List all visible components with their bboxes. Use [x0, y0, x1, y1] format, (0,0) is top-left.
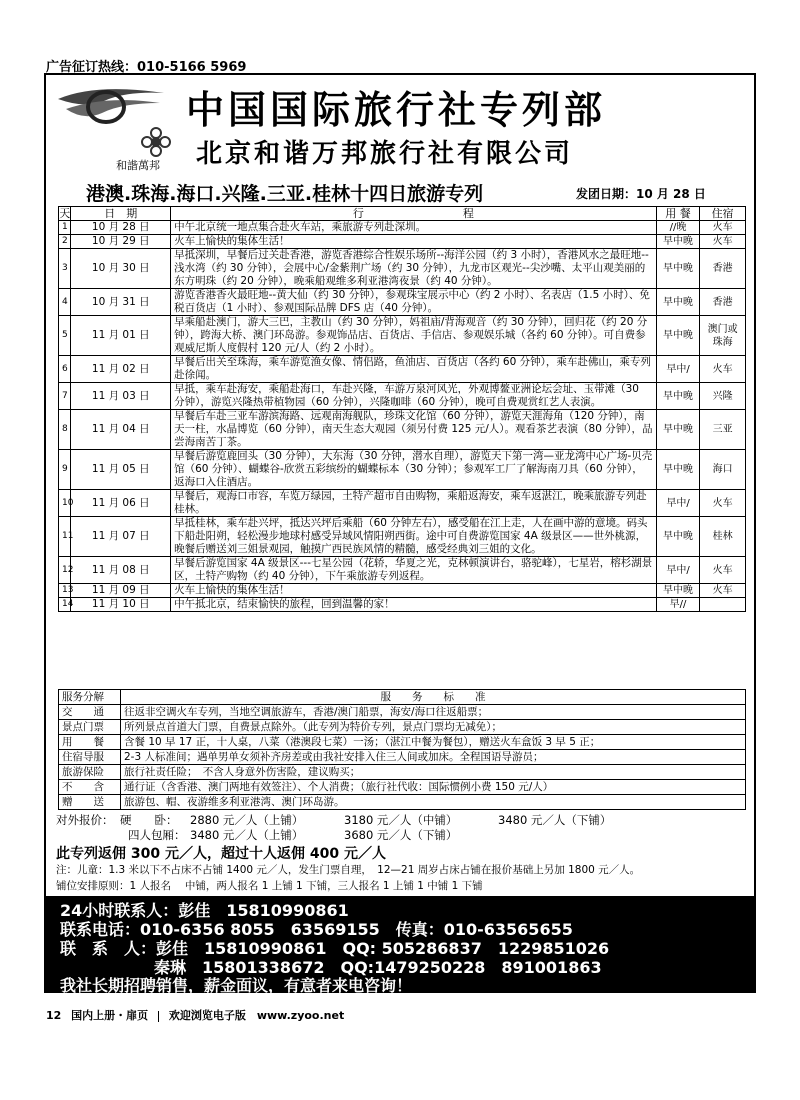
- itinerary-date: 10 月 29 日: [71, 235, 171, 249]
- itinerary-lodging: 火车: [700, 235, 746, 249]
- section-name: 国内上册・扉页: [71, 1009, 149, 1022]
- itinerary-lodging: [700, 598, 746, 612]
- footer-divider: [158, 1011, 159, 1022]
- services-header-standard: 服 务 标 准: [121, 690, 746, 705]
- itinerary-day: 2: [59, 235, 71, 249]
- services-header-label: 服务分解: [59, 690, 121, 705]
- service-text: 所列景点首道大门票，自费景点除外。（此专列为特价专列，景点门票均无减免）；: [121, 720, 746, 735]
- itinerary-lodging: 火车: [700, 557, 746, 584]
- logo-caption: 和諧萬邦: [116, 159, 160, 172]
- header-day: 天: [59, 207, 71, 220]
- service-row: [59, 765, 746, 780]
- service-row: [59, 750, 746, 765]
- itinerary-day: 14: [59, 598, 71, 612]
- itinerary-row: [59, 584, 746, 598]
- itinerary-row: [59, 383, 746, 410]
- itinerary-program: 火车上愉快的集体生活！: [171, 235, 657, 249]
- itinerary-lodging: 香港: [700, 249, 746, 289]
- itinerary-day: 7: [59, 383, 71, 410]
- itinerary-lodging: 火车: [700, 356, 746, 383]
- itinerary-row: [59, 410, 746, 450]
- departure-date: 发团日期：10 月 28 日: [576, 187, 706, 201]
- itinerary-day: 1: [59, 221, 71, 235]
- itinerary-meals: 早中晚: [656, 410, 700, 450]
- itinerary-date: 11 月 05 日: [71, 450, 171, 490]
- itinerary-meals: 早中/: [656, 490, 700, 517]
- site-link[interactable]: 欢迎浏览电子版 www.zyoo.net: [168, 1009, 345, 1022]
- price-label: 对外报价：: [56, 813, 114, 827]
- cits-wing-logo-icon: [56, 81, 166, 129]
- itinerary-program: 中午抵北京，结束愉快的旅程，回到温馨的家！: [171, 598, 657, 612]
- header-program: 行 程: [171, 207, 657, 221]
- service-row: [59, 795, 746, 810]
- service-text: 2-3 人标准间；遇单男单女须补齐房差或由我社安排入住三人间或加床。全程国语导游员；: [121, 750, 746, 765]
- itinerary-row: [59, 517, 746, 557]
- header: [46, 75, 754, 177]
- itinerary-meals: 早中晚: [656, 235, 700, 249]
- itinerary-meals: 早中晚: [656, 584, 700, 598]
- itinerary-program: 早抵，乘车赴海安，乘船赴海口，车赴兴隆，车游万泉河风光，外观博鳌亚洲论坛会址、玉带滩（30 分钟），游览兴隆热带植物园（60 分钟），兴隆咖啡（60 分钟），晚可自费观赏红艺人表演。: [171, 383, 657, 410]
- services-table: [58, 689, 746, 810]
- itinerary-meals: 早中晚: [656, 450, 700, 490]
- service-row: [59, 720, 746, 735]
- header-lodging: 住宿: [700, 207, 746, 221]
- header-date: 日 期: [71, 207, 171, 221]
- contact-phone: 联系电话：010-6356 8055 63569155 传真：010-63565655: [60, 920, 573, 939]
- itinerary-date: 11 月 09 日: [71, 584, 171, 598]
- itinerary-program: 早餐后，观海口市容，车览万绿园，土特产超市自由购物，乘船返海安，乘车返湛江，晚乘旅游专列赴桂林。: [171, 490, 657, 517]
- company-title: 北京和谐万邦旅行社有限公司: [196, 139, 574, 169]
- children-note: 注：儿童：1.3 米以下不占床不占铺 1400 元／人，发生门票自理， 12—21 周岁占床占铺在报价基础上另加 1800 元／人。: [56, 864, 641, 876]
- itinerary-header-row: [59, 207, 746, 221]
- service-label: 景点门票: [59, 720, 121, 735]
- service-label: 住宿导服: [59, 750, 121, 765]
- contact-person-2: 秦琳 15801338672 QQ:1479250228 891001863: [154, 958, 602, 977]
- header-meals: 用 餐: [656, 207, 700, 221]
- itinerary-row: [59, 598, 746, 612]
- itinerary-program: 早乘船赴澳门，游大三巴，主教山（约 30 分钟），妈祖庙/背海观音（约 30 分钟），回归花（约 20 分钟），跨海大桥、澳门环岛游。参观饰品店、百货店、手信店、参观娱乐城（各约 60 分钟）。可自费参观威尼斯人度假村 120 元/人（约 2 小时）。: [171, 316, 657, 356]
- itinerary-lodging: 火车: [700, 490, 746, 517]
- itinerary-program: 早餐后车赴三亚车游滨海路、远观南海舰队，珍珠文化馆（60 分钟），游览天涯海角（120 分钟），南天一柱，水晶博览（60 分钟），南天生态大观园（须另付费 125 元/人）。观看茶艺表演（80 分钟），品尝海南苦丁茶。: [171, 410, 657, 450]
- recruit-text: 我社长期招聘销售，薪金面议，有意者来电咨询！: [60, 976, 413, 995]
- itinerary-meals: 早中晚: [656, 517, 700, 557]
- itinerary-day: 12: [59, 557, 71, 584]
- itinerary-date: 11 月 03 日: [71, 383, 171, 410]
- soft-compartment-label: 四人包厢：: [128, 828, 186, 842]
- itinerary-meals: 早中晚: [656, 383, 700, 410]
- itinerary-row: [59, 289, 746, 316]
- itinerary-day: 13: [59, 584, 71, 598]
- service-row: [59, 735, 746, 750]
- itinerary-lodging: 火车: [700, 584, 746, 598]
- itinerary-date: 11 月 02 日: [71, 356, 171, 383]
- itinerary-date: 11 月 01 日: [71, 316, 171, 356]
- itinerary-program: 早抵桂林，乘车赴兴坪，抵达兴坪后乘船（60 分钟左右），感受船在江上走，人在画中游的意境。码头下船赴阳朔，轻松漫步地球村感受异域风情阳朔西街。途中可自费游览国家 4A 级景区——世外桃源，晚餐后赠送刘三姐景观园，触摸广西民族风情的精髓，感受经典刘三姐的文化。: [171, 517, 657, 557]
- itinerary-date: 11 月 10 日: [71, 598, 171, 612]
- refund-text: 此专列返佣 300 元／人，超过十人返佣 400 元／人: [56, 846, 386, 862]
- service-label: 赠 送: [59, 795, 121, 810]
- itinerary-meals: 早//: [656, 598, 700, 612]
- itinerary-row: [59, 557, 746, 584]
- itinerary-program: 早餐后游览国家 4A 级景区---七星公园（花轿，华夏之光，克林顿演讲台，骆驼峰），七星岩，榕杉湖景区，土特产购物（约 40 分钟），下午乘旅游专列返程。: [171, 557, 657, 584]
- itinerary-program: 游览香港香火最旺地--黄大仙（约 30 分钟），参观珠宝展示中心（约 2 小时）、名表店（1.5 小时）、免税百货店（1 小时）、参观国际品牌 DFS 店（40 分钟）。: [171, 289, 657, 316]
- itinerary-lodging: 澳门或珠海: [700, 316, 746, 356]
- itinerary-row: [59, 490, 746, 517]
- itinerary-program: 早餐后出关至珠海，乘车游览渔女像、情侣路，鱼油店、百货店（各约 60 分钟），乘车赴佛山，乘专列赴徐闻。: [171, 356, 657, 383]
- bed-arrangement: 铺位安排原则：1 人报名 中铺，两人报名 1 上铺 1 下铺，三人报名 1 上铺 1 中铺 1 下铺: [56, 880, 483, 892]
- itinerary-lodging: 海口: [700, 450, 746, 490]
- itinerary-meals: //晚: [656, 221, 700, 235]
- route-title-row: [46, 179, 754, 207]
- itinerary-program: 早抵深圳，早餐后过关赴香港，游览香港综合性娱乐场所--海洋公园（约 3 小时），香港风水之最旺地--浅水湾（约 30 分钟），会展中心/金紫荆广场（约 30 分钟），九龙市区观光--尖沙嘴、太平山观美丽的东方明珠（约 20 分钟），晚乘船观维多利亚港湾夜景（约 40 分钟）。: [171, 249, 657, 289]
- ad-hotline: 广告征订热线：010-5166 5969: [46, 60, 247, 75]
- itinerary-day: 5: [59, 316, 71, 356]
- hard-upper-price: 2880 元／人（上铺）: [190, 813, 304, 827]
- services-header-row: [59, 690, 746, 705]
- itinerary-day: 9: [59, 450, 71, 490]
- page-footer: [46, 1007, 344, 1023]
- itinerary-row: [59, 235, 746, 249]
- route-title: 港澳.珠海.海口.兴隆.三亚.桂林十四日旅游专列: [86, 183, 484, 205]
- soft-lower-price: 3680 元／人（下铺）: [344, 828, 458, 842]
- itinerary-date: 10 月 28 日: [71, 221, 171, 235]
- hard-sleeper-label: 硬 卧：: [120, 813, 178, 827]
- ad-frame: [44, 73, 756, 993]
- service-label: 不 含: [59, 780, 121, 795]
- itinerary-row: [59, 221, 746, 235]
- itinerary-row: [59, 316, 746, 356]
- page-number: 12: [46, 1009, 62, 1022]
- contact-hotline: 24小时联系人：彭佳 15810990861: [60, 901, 349, 920]
- itinerary-meals: 早中晚: [656, 316, 700, 356]
- service-row: [59, 780, 746, 795]
- itinerary-row: [59, 249, 746, 289]
- itinerary-date: 11 月 04 日: [71, 410, 171, 450]
- service-text: 含餐 10 早 17 正，十人桌，八菜（港澳段七菜）一汤；（湛江中餐为餐包），赠送火车盒饭 3 早 5 正；: [121, 735, 746, 750]
- itinerary-date: 11 月 08 日: [71, 557, 171, 584]
- itinerary-lodging: 香港: [700, 289, 746, 316]
- itinerary-lodging: 桂林: [700, 517, 746, 557]
- itinerary-program: 火车上愉快的集体生活！: [171, 584, 657, 598]
- service-text: 往返非空调火车专列，当地空调旅游车，香港/澳门船票，海安/海口往返船票；: [121, 705, 746, 720]
- itinerary-lodging: 火车: [700, 221, 746, 235]
- itinerary-row: [59, 356, 746, 383]
- itinerary-day: 3: [59, 249, 71, 289]
- contact-box: [46, 896, 754, 995]
- itinerary-date: 11 月 06 日: [71, 490, 171, 517]
- hard-middle-price: 3180 元／人（中铺）: [344, 813, 458, 827]
- service-row: [59, 705, 746, 720]
- itinerary-day: 10: [59, 490, 71, 517]
- itinerary-meals: 早中/: [656, 356, 700, 383]
- itinerary-date: 10 月 31 日: [71, 289, 171, 316]
- itinerary-meals: 早中/: [656, 557, 700, 584]
- service-text: 通行证（含香港、澳门两地有效签注）、个人消费；（旅行社代收：国际惯例小费 150 元/人）: [121, 780, 746, 795]
- cits-title: 中国国际旅行社专列部: [186, 87, 607, 132]
- harmony-flower-logo-icon: [138, 127, 174, 157]
- itinerary-meals: 早中晚: [656, 289, 700, 316]
- itinerary-program: 中午北京统一地点集合赴火车站，乘旅游专列赴深圳。: [171, 221, 657, 235]
- itinerary-day: 8: [59, 410, 71, 450]
- itinerary-date: 11 月 07 日: [71, 517, 171, 557]
- service-text: 旅游包、帽、夜游维多利亚港湾、澳门环岛游。: [121, 795, 746, 810]
- itinerary-program: 早餐后游览鹿回头（30 分钟），大东海（30 分钟，潜水自理），游览天下第一湾—亚龙湾中心广场-贝壳馆（60 分钟）、蝴蝶谷-欣赏五彩缤纷的蝴蝶标本（30 分钟）；参观军工厂了解海南刀具（60 分钟），返海口入住酒店。: [171, 450, 657, 490]
- contact-person-1: 联 系 人：彭佳 15810990861 QQ: 505286837 1229851026: [60, 939, 610, 958]
- itinerary-day: 6: [59, 356, 71, 383]
- hard-lower-price: 3480 元／人（下铺）: [498, 813, 612, 827]
- itinerary-table: [58, 206, 746, 612]
- service-label: 旅游保险: [59, 765, 121, 780]
- itinerary-lodging: 兴隆: [700, 383, 746, 410]
- itinerary-day: 4: [59, 289, 71, 316]
- itinerary-row: [59, 450, 746, 490]
- service-text: 旅行社责任险； 不含人身意外伤害险，建议购买；: [121, 765, 746, 780]
- service-label: 交 通: [59, 705, 121, 720]
- itinerary-day: 11: [59, 517, 71, 557]
- itinerary-date: 10 月 30 日: [71, 249, 171, 289]
- itinerary-meals: 早中晚: [656, 249, 700, 289]
- soft-upper-price: 3480 元／人（上铺）: [190, 828, 304, 842]
- itinerary-lodging: 三亚: [700, 410, 746, 450]
- service-label: 用 餐: [59, 735, 121, 750]
